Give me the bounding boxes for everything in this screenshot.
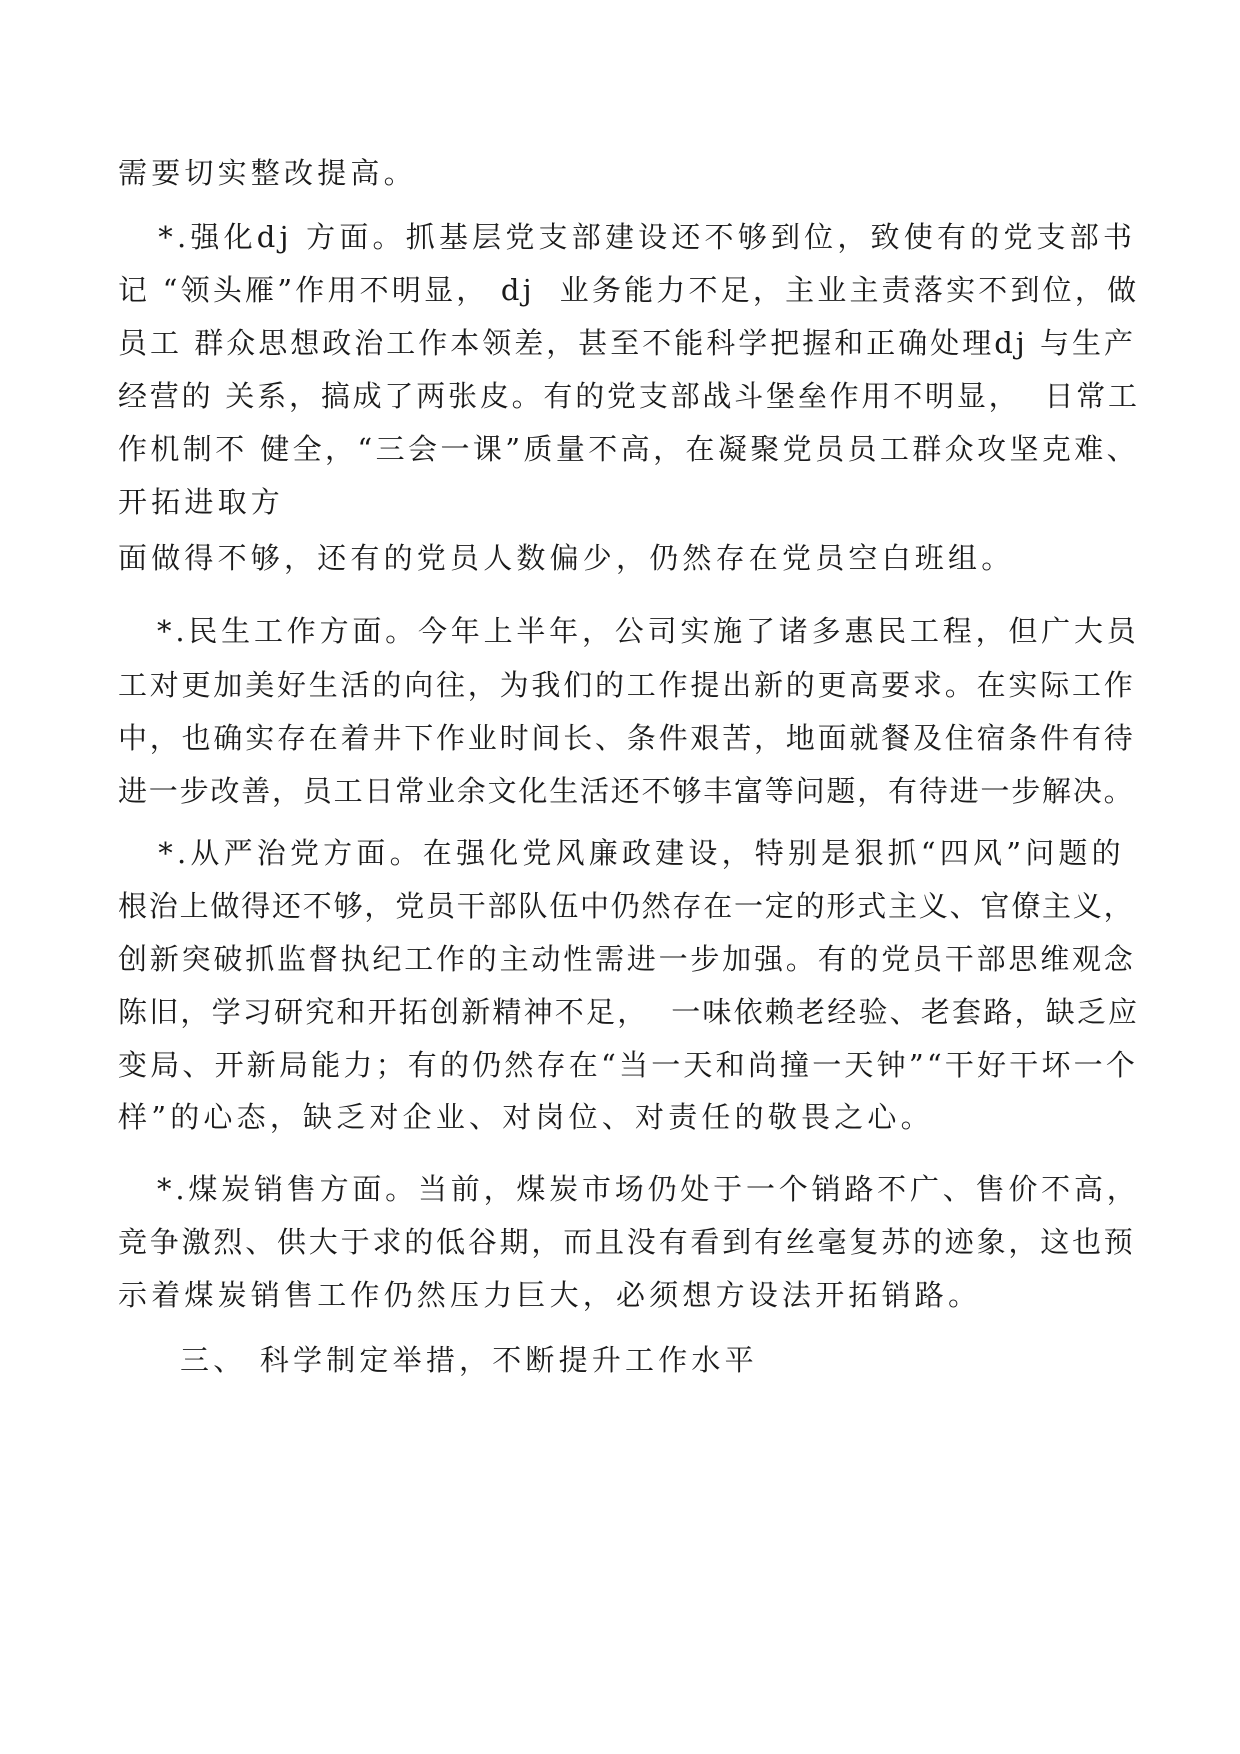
text-line: 进一步改善，员工日常业余文化生活还不够丰富等问题，有待进一步解决。 xyxy=(118,774,1135,808)
text-line: 样”的心态，缺乏对企业、对岗位、对责任的敬畏之心。 xyxy=(118,1100,934,1134)
text-line: 根治上做得还不够，党员干部队伍中仍然存在一定的形式主义、官僚主义， xyxy=(118,889,1135,923)
text-line: 面做得不够，还有的党员人数偏少，仍然存在党员空白班组。 xyxy=(118,541,1015,575)
text-line: 竞争激烈、供大于求的低谷期，而且没有看到有丝毫复苏的迹象，这也预 xyxy=(118,1225,1136,1259)
text-line: 变局、开新局能力；有的仍然存在“当一天和尚撞一天钟”“干好干坏一个 xyxy=(118,1048,1139,1082)
text-line: *.民生工作方面。今年上半年，公司实施了诸多惠民工程，但广大员 xyxy=(118,614,1140,648)
text-line: 中，也确实存在着井下作业时间长、条件艰苦，地面就餐及住宿条件有待 xyxy=(118,721,1136,755)
text-line: *.从严治党方面。在强化党风廉政建设，特别是狠抓“四风”问题的 xyxy=(118,836,1125,870)
section-heading: 三、 科学制定举措，不断提升工作水平 xyxy=(180,1343,758,1377)
text-line: 员工 群众思想政治工作本领差，甚至不能科学把握和正确处理dj 与生产 xyxy=(118,326,1136,360)
text-line: 工对更加美好生活的向往，为我们的工作提出新的更高要求。在实际工作 xyxy=(118,668,1136,702)
text-line: 创新突破抓监督执纪工作的主动性需进一步加强。有的党员干部思维观念 xyxy=(118,942,1136,976)
text-line: 作机制不 健全，“三会一课”质量不高，在凝聚党员员工群众攻坚克难、 xyxy=(118,432,1140,466)
text-line: 陈旧，学习研究和开拓创新精神不足， 一味依赖老经验、老套路，缺乏应 xyxy=(118,995,1140,1029)
text-line: 需要切实整改提高。 xyxy=(118,156,417,190)
text-line: 示着煤炭销售工作仍然压力巨大，必须想方设法开拓销路。 xyxy=(118,1278,982,1312)
text-line: *.强化dj 方面。抓基层党支部建设还不够到位，致使有的党支部书 xyxy=(118,220,1137,254)
text-line: *.煤炭销售方面。当前，煤炭市场仍处于一个销路不广、售价不高， xyxy=(118,1172,1140,1206)
text-line: 开拓进取方 xyxy=(118,485,285,519)
text-line: 记 “领头雁”作用不明显， dj 业务能力不足，主业主责落实不到位，做 xyxy=(118,273,1140,307)
text-line: 经营的 关系，搞成了两张皮。有的党支部战斗堡垒作用不明显， 日常工 xyxy=(118,379,1140,413)
